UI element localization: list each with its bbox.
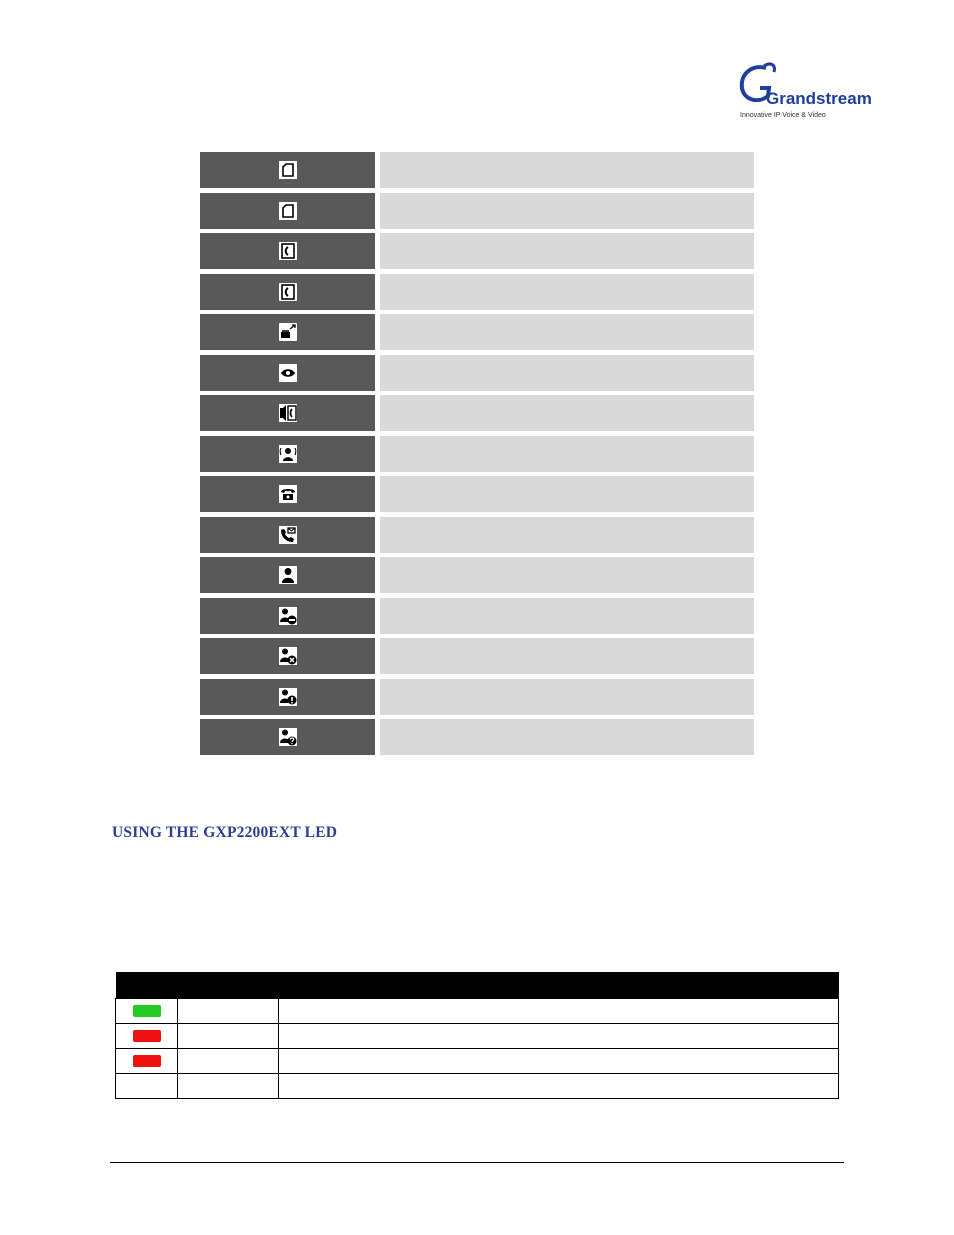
table-row: [116, 1049, 839, 1074]
icon-description: [380, 476, 754, 512]
led-description-cell: [279, 1024, 839, 1049]
icon-description: [380, 557, 754, 593]
icon-table-row: [200, 476, 754, 512]
led-red-indicator: [133, 1030, 161, 1042]
led-green-indicator: [133, 1005, 161, 1017]
page-icon: [278, 160, 298, 180]
icon-table-row: [200, 233, 754, 269]
eye-icon: [278, 363, 298, 383]
icon-description: [380, 719, 754, 755]
icon-cell: [200, 598, 375, 634]
icon-description: [380, 193, 754, 229]
person-unknown-icon: [278, 727, 298, 747]
table-row: [116, 999, 839, 1024]
led-indicator-cell: [116, 999, 178, 1024]
icon-cell: [200, 638, 375, 674]
footer-divider: [110, 1162, 844, 1163]
icon-table-row: [200, 517, 754, 553]
icon-description: [380, 436, 754, 472]
icon-cell: [200, 476, 375, 512]
icon-cell: [200, 193, 375, 229]
icon-description: [380, 395, 754, 431]
icon-cell: [200, 679, 375, 715]
icon-description: [380, 517, 754, 553]
icon-cell: [200, 719, 375, 755]
led-status-cell: [178, 999, 279, 1024]
icon-description: [380, 355, 754, 391]
person-ringing-icon: [278, 444, 298, 464]
led-status-cell: [178, 1074, 279, 1099]
grandstream-logo: [736, 62, 872, 122]
icon-table-row: [200, 436, 754, 472]
led-status-cell: [178, 1049, 279, 1074]
led-header-description: [279, 972, 839, 999]
icon-cell: [200, 395, 375, 431]
led-indicator-cell: [116, 1049, 178, 1074]
led-indicator-cell: [116, 1074, 178, 1099]
person-offline-icon: [278, 646, 298, 666]
icon-description: [380, 598, 754, 634]
icon-table: [200, 152, 754, 760]
led-description-cell: [279, 1074, 839, 1099]
icon-cell: [200, 517, 375, 553]
section-heading: USING THE GXP2200EXT LED: [112, 824, 338, 841]
icon-cell: [200, 436, 375, 472]
icon-table-row: [200, 638, 754, 674]
logo-tagline-text: Innovative IP Voice & Video: [740, 112, 826, 119]
led-table: [115, 972, 839, 1099]
led-description-cell: [279, 1049, 839, 1074]
icon-table-row: [200, 719, 754, 755]
led-status-cell: [178, 1024, 279, 1049]
icon-description: [380, 233, 754, 269]
table-row: [116, 1074, 839, 1099]
icon-table-row: [200, 274, 754, 310]
person-alert-icon: [278, 687, 298, 707]
icon-description: [380, 638, 754, 674]
icon-description: [380, 679, 754, 715]
icon-description: [380, 152, 754, 188]
person-icon: [278, 565, 298, 585]
page-icon: [278, 201, 298, 221]
icon-description: [380, 314, 754, 350]
phone-transfer-icon: [278, 322, 298, 342]
icon-table-row: [200, 152, 754, 188]
led-off-indicator: [133, 1080, 161, 1092]
led-header-color: [116, 972, 178, 999]
icon-table-row: [200, 598, 754, 634]
phone-bracket-icon: [278, 282, 298, 302]
icon-cell: [200, 314, 375, 350]
icon-cell: [200, 557, 375, 593]
led-description-cell: [279, 999, 839, 1024]
icon-table-row: [200, 314, 754, 350]
icon-table-row: [200, 395, 754, 431]
icon-table-row: [200, 679, 754, 715]
phone-message-icon: [278, 525, 298, 545]
icon-table-row: [200, 193, 754, 229]
desk-phone-icon: [278, 484, 298, 504]
phone-bracket-icon: [278, 241, 298, 261]
phone-speaker-icon: [278, 403, 298, 423]
led-header-status: [178, 972, 279, 999]
table-row: [116, 1024, 839, 1049]
icon-table-row: [200, 557, 754, 593]
led-indicator-cell: [116, 1024, 178, 1049]
icon-cell: [200, 233, 375, 269]
led-table-header-row: [116, 972, 839, 999]
icon-cell: [200, 355, 375, 391]
icon-description: [380, 274, 754, 310]
person-busy-icon: [278, 606, 298, 626]
logo-brand-text: Grandstream: [766, 89, 872, 108]
led-red-indicator: [133, 1055, 161, 1067]
icon-cell: [200, 274, 375, 310]
icon-table-row: [200, 355, 754, 391]
icon-cell: [200, 152, 375, 188]
